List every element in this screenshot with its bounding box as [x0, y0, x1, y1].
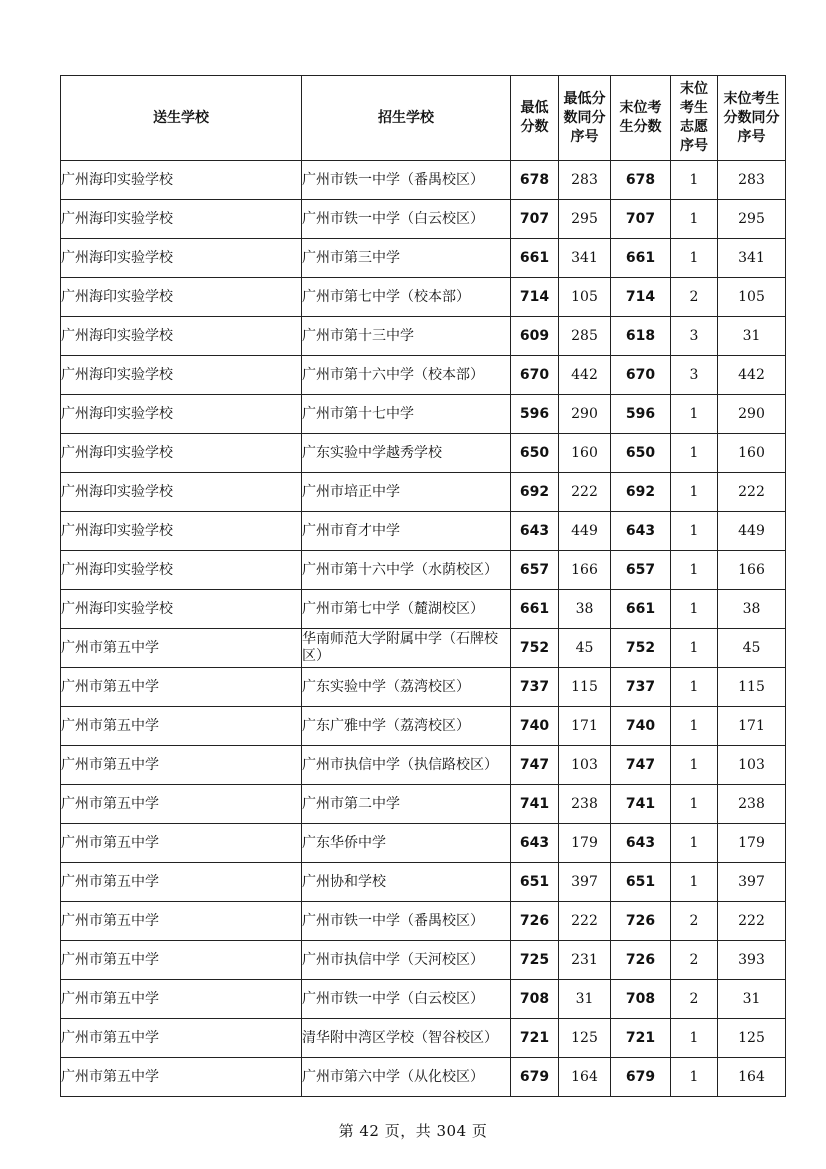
last-rank-cell: 45	[718, 629, 786, 668]
header-send-school: 送生学校	[61, 76, 302, 161]
recv-school-cell: 广州市铁一中学（白云校区）	[302, 200, 511, 239]
last-pref-cell: 1	[671, 746, 718, 785]
last-score-cell: 651	[611, 863, 671, 902]
last-rank-cell: 222	[718, 902, 786, 941]
last-score-cell: 643	[611, 512, 671, 551]
min-score-cell: 651	[511, 863, 559, 902]
min-score-cell: 596	[511, 395, 559, 434]
last-score-cell: 752	[611, 629, 671, 668]
last-score-cell: 740	[611, 707, 671, 746]
min-rank-cell: 164	[559, 1058, 611, 1097]
last-rank-cell: 222	[718, 473, 786, 512]
send-school-cell: 广州海印实验学校	[61, 278, 302, 317]
last-rank-cell: 38	[718, 590, 786, 629]
last-rank-cell: 105	[718, 278, 786, 317]
send-school-cell: 广州海印实验学校	[61, 395, 302, 434]
table-row	[61, 824, 786, 863]
last-score-cell: 721	[611, 1019, 671, 1058]
min-rank-cell: 38	[559, 590, 611, 629]
table-row	[61, 551, 786, 590]
last-score-cell: 661	[611, 239, 671, 278]
last-pref-cell: 3	[671, 317, 718, 356]
last-rank-cell: 449	[718, 512, 786, 551]
last-score-cell: 726	[611, 902, 671, 941]
recv-school-cell: 广州市第三中学	[302, 239, 511, 278]
send-school-cell: 广州市第五中学	[61, 1058, 302, 1097]
last-rank-cell: 31	[718, 980, 786, 1019]
last-pref-cell: 1	[671, 590, 718, 629]
table-row	[61, 434, 786, 473]
table-row	[61, 278, 786, 317]
send-school-cell: 广州海印实验学校	[61, 473, 302, 512]
last-rank-cell: 393	[718, 941, 786, 980]
min-score-cell: 721	[511, 1019, 559, 1058]
header-row	[61, 76, 786, 161]
send-school-cell: 广州海印实验学校	[61, 551, 302, 590]
last-rank-cell: 31	[718, 317, 786, 356]
recv-school-cell: 广州市第十六中学（水荫校区）	[302, 551, 511, 590]
recv-school-cell: 广州市培正中学	[302, 473, 511, 512]
min-rank-cell: 166	[559, 551, 611, 590]
last-score-cell: 596	[611, 395, 671, 434]
min-score-cell: 650	[511, 434, 559, 473]
header-last-pref: 末位考生志愿序号	[671, 76, 718, 161]
last-rank-cell: 290	[718, 395, 786, 434]
recv-school-cell: 广州市第七中学（校本部）	[302, 278, 511, 317]
last-score-cell: 678	[611, 161, 671, 200]
min-score-cell: 679	[511, 1058, 559, 1097]
min-score-cell: 740	[511, 707, 559, 746]
recv-school-cell: 广东实验中学（荔湾校区）	[302, 668, 511, 707]
min-rank-cell: 115	[559, 668, 611, 707]
min-rank-cell: 125	[559, 1019, 611, 1058]
min-rank-cell: 222	[559, 902, 611, 941]
recv-school-cell: 广州市第六中学（从化校区）	[302, 1058, 511, 1097]
table-row	[61, 1019, 786, 1058]
min-score-cell: 661	[511, 590, 559, 629]
send-school-cell: 广州市第五中学	[61, 980, 302, 1019]
min-score-cell: 692	[511, 473, 559, 512]
min-rank-cell: 179	[559, 824, 611, 863]
min-score-cell: 643	[511, 512, 559, 551]
last-pref-cell: 1	[671, 629, 718, 668]
min-rank-cell: 285	[559, 317, 611, 356]
last-score-cell: 661	[611, 590, 671, 629]
table-row	[61, 668, 786, 707]
send-school-cell: 广州海印实验学校	[61, 239, 302, 278]
last-rank-cell: 166	[718, 551, 786, 590]
recv-school-cell: 清华附中湾区学校（智谷校区）	[302, 1019, 511, 1058]
min-rank-cell: 397	[559, 863, 611, 902]
last-rank-cell: 179	[718, 824, 786, 863]
last-pref-cell: 2	[671, 278, 718, 317]
recv-school-cell: 广州市执信中学（天河校区）	[302, 941, 511, 980]
last-pref-cell: 1	[671, 707, 718, 746]
recv-school-cell: 广州市第十六中学（校本部）	[302, 356, 511, 395]
min-score-cell: 726	[511, 902, 559, 941]
recv-school-cell: 广州市铁一中学（番禺校区）	[302, 161, 511, 200]
min-score-cell: 725	[511, 941, 559, 980]
table-row	[61, 356, 786, 395]
table-body	[61, 161, 786, 1097]
last-pref-cell: 1	[671, 1058, 718, 1097]
send-school-cell: 广州海印实验学校	[61, 590, 302, 629]
min-rank-cell: 238	[559, 785, 611, 824]
last-score-cell: 707	[611, 200, 671, 239]
min-rank-cell: 231	[559, 941, 611, 980]
send-school-cell: 广州市第五中学	[61, 863, 302, 902]
last-score-cell: 657	[611, 551, 671, 590]
min-rank-cell: 295	[559, 200, 611, 239]
send-school-cell: 广州市第五中学	[61, 746, 302, 785]
recv-school-cell: 广东实验中学越秀学校	[302, 434, 511, 473]
min-rank-cell: 341	[559, 239, 611, 278]
recv-school-cell: 广州市第七中学（麓湖校区）	[302, 590, 511, 629]
last-score-cell: 737	[611, 668, 671, 707]
header-last-rank: 末位考生分数同分序号	[718, 76, 786, 161]
min-score-cell: 678	[511, 161, 559, 200]
last-rank-cell: 283	[718, 161, 786, 200]
min-score-cell: 661	[511, 239, 559, 278]
last-rank-cell: 341	[718, 239, 786, 278]
table-row	[61, 317, 786, 356]
recv-school-cell: 广州市第十七中学	[302, 395, 511, 434]
min-rank-cell: 31	[559, 980, 611, 1019]
last-pref-cell: 1	[671, 824, 718, 863]
recv-school-cell: 广东华侨中学	[302, 824, 511, 863]
last-pref-cell: 1	[671, 239, 718, 278]
min-score-cell: 708	[511, 980, 559, 1019]
send-school-cell: 广州海印实验学校	[61, 317, 302, 356]
table-row	[61, 512, 786, 551]
send-school-cell: 广州市第五中学	[61, 902, 302, 941]
header-last-score: 末位考生分数	[611, 76, 671, 161]
last-pref-cell: 1	[671, 863, 718, 902]
send-school-cell: 广州市第五中学	[61, 785, 302, 824]
last-rank-cell: 397	[718, 863, 786, 902]
last-pref-cell: 1	[671, 395, 718, 434]
recv-school-cell: 广州市第二中学	[302, 785, 511, 824]
table-row	[61, 473, 786, 512]
min-score-cell: 741	[511, 785, 559, 824]
table-row	[61, 785, 786, 824]
last-pref-cell: 3	[671, 356, 718, 395]
last-score-cell: 643	[611, 824, 671, 863]
last-pref-cell: 2	[671, 941, 718, 980]
table-row	[61, 902, 786, 941]
last-score-cell: 670	[611, 356, 671, 395]
last-pref-cell: 1	[671, 668, 718, 707]
send-school-cell: 广州海印实验学校	[61, 356, 302, 395]
min-rank-cell: 45	[559, 629, 611, 668]
send-school-cell: 广州海印实验学校	[61, 161, 302, 200]
table-row	[61, 941, 786, 980]
last-rank-cell: 115	[718, 668, 786, 707]
table-row	[61, 239, 786, 278]
last-rank-cell: 125	[718, 1019, 786, 1058]
recv-school-cell: 广东广雅中学（荔湾校区）	[302, 707, 511, 746]
min-rank-cell: 103	[559, 746, 611, 785]
last-pref-cell: 1	[671, 551, 718, 590]
min-rank-cell: 105	[559, 278, 611, 317]
min-rank-cell: 160	[559, 434, 611, 473]
table-row	[61, 707, 786, 746]
last-score-cell: 708	[611, 980, 671, 1019]
table-row	[61, 590, 786, 629]
table-row	[61, 746, 786, 785]
min-score-cell: 670	[511, 356, 559, 395]
min-rank-cell: 171	[559, 707, 611, 746]
recv-school-cell: 广州市育才中学	[302, 512, 511, 551]
last-score-cell: 726	[611, 941, 671, 980]
send-school-cell: 广州市第五中学	[61, 668, 302, 707]
min-score-cell: 737	[511, 668, 559, 707]
admission-table	[60, 75, 786, 1097]
last-score-cell: 741	[611, 785, 671, 824]
last-score-cell: 618	[611, 317, 671, 356]
min-rank-cell: 283	[559, 161, 611, 200]
last-score-cell: 714	[611, 278, 671, 317]
min-score-cell: 752	[511, 629, 559, 668]
last-rank-cell: 171	[718, 707, 786, 746]
min-score-cell: 609	[511, 317, 559, 356]
min-score-cell: 747	[511, 746, 559, 785]
send-school-cell: 广州海印实验学校	[61, 200, 302, 239]
last-pref-cell: 1	[671, 161, 718, 200]
send-school-cell: 广州市第五中学	[61, 1019, 302, 1058]
min-rank-cell: 290	[559, 395, 611, 434]
recv-school-cell: 华南师范大学附属中学（石牌校区）	[302, 629, 511, 668]
last-score-cell: 679	[611, 1058, 671, 1097]
last-score-cell: 650	[611, 434, 671, 473]
last-rank-cell: 160	[718, 434, 786, 473]
recv-school-cell: 广州市执信中学（执信路校区）	[302, 746, 511, 785]
send-school-cell: 广州市第五中学	[61, 629, 302, 668]
last-pref-cell: 1	[671, 785, 718, 824]
table-row	[61, 980, 786, 1019]
last-score-cell: 692	[611, 473, 671, 512]
min-rank-cell: 222	[559, 473, 611, 512]
min-rank-cell: 449	[559, 512, 611, 551]
min-score-cell: 643	[511, 824, 559, 863]
min-score-cell: 657	[511, 551, 559, 590]
last-rank-cell: 103	[718, 746, 786, 785]
recv-school-cell: 广州市铁一中学（白云校区）	[302, 980, 511, 1019]
last-pref-cell: 1	[671, 200, 718, 239]
table-row	[61, 863, 786, 902]
last-pref-cell: 2	[671, 902, 718, 941]
send-school-cell: 广州市第五中学	[61, 707, 302, 746]
last-pref-cell: 1	[671, 473, 718, 512]
recv-school-cell: 广州市铁一中学（番禺校区）	[302, 902, 511, 941]
last-rank-cell: 238	[718, 785, 786, 824]
send-school-cell: 广州海印实验学校	[61, 434, 302, 473]
header-min-rank: 最低分数同分序号	[559, 76, 611, 161]
last-score-cell: 747	[611, 746, 671, 785]
last-pref-cell: 1	[671, 1019, 718, 1058]
last-pref-cell: 2	[671, 980, 718, 1019]
recv-school-cell: 广州市第十三中学	[302, 317, 511, 356]
table-row	[61, 161, 786, 200]
send-school-cell: 广州海印实验学校	[61, 512, 302, 551]
last-pref-cell: 1	[671, 434, 718, 473]
table-row	[61, 1058, 786, 1097]
send-school-cell: 广州市第五中学	[61, 824, 302, 863]
table-row	[61, 629, 786, 668]
header-min-score: 最低分数	[511, 76, 559, 161]
recv-school-cell: 广州协和学校	[302, 863, 511, 902]
header-recv-school: 招生学校	[302, 76, 511, 161]
send-school-cell: 广州市第五中学	[61, 941, 302, 980]
min-score-cell: 707	[511, 200, 559, 239]
min-rank-cell: 442	[559, 356, 611, 395]
table-row	[61, 200, 786, 239]
page-footer: 第 42 页，共 304 页	[338, 1122, 488, 1140]
last-pref-cell: 1	[671, 512, 718, 551]
min-score-cell: 714	[511, 278, 559, 317]
last-rank-cell: 164	[718, 1058, 786, 1097]
last-rank-cell: 295	[718, 200, 786, 239]
table-row	[61, 395, 786, 434]
last-rank-cell: 442	[718, 356, 786, 395]
